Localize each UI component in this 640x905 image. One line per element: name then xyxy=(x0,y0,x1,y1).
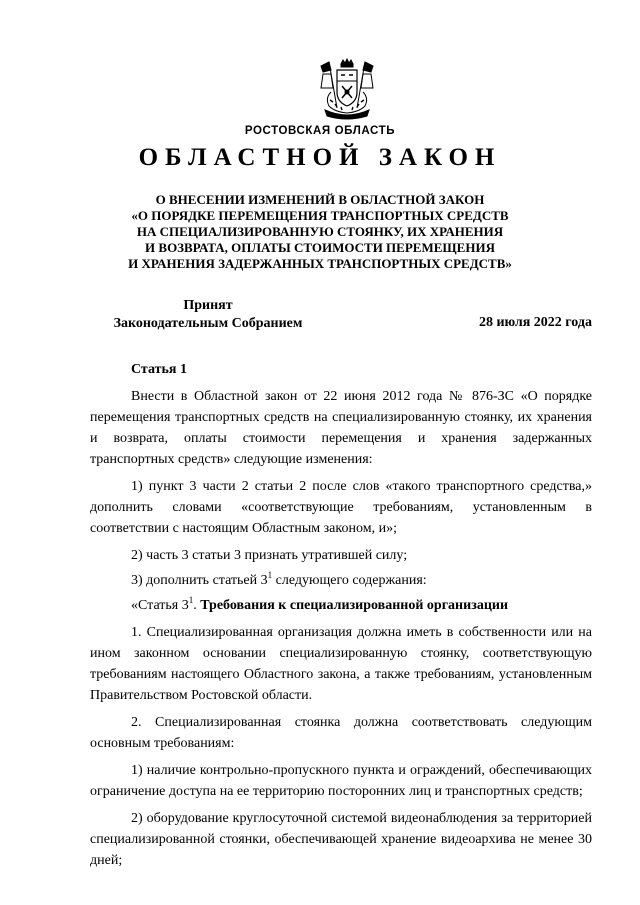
adoption-line1: Принят xyxy=(183,298,233,313)
document-subtitle xyxy=(90,192,550,272)
document-body xyxy=(90,359,592,877)
article-heading: Статья 1 xyxy=(131,362,187,377)
amendment-item-3 xyxy=(90,570,592,591)
subtitle-line: О ВНЕСЕНИИ ИЗМЕНЕНИЙ В ОБЛАСТНОЙ ЗАКОН xyxy=(155,192,485,207)
requirement-2: 2) оборудование круглосуточной системой видеонаблюдения за территорией специализированной стоянки, обеспечивающей хранение видеоархива не менее 30 дней; xyxy=(90,811,592,868)
new-article-dot: . xyxy=(193,598,201,613)
new-article-prefix: «Статья 3 xyxy=(131,598,189,613)
region-name: РОСТОВСКАЯ ОБЛАСТЬ xyxy=(244,125,396,137)
paragraph-2: 2. Специализированная стоянка должна соответствовать следующим основным требованиям: xyxy=(90,715,592,751)
paragraph-1: 1. Специализированная организация должна иметь в собственности или на ином законном основании специализированную стоянку, соответствующую требованиям настоящего Областного закона, а также требованиям, установленным Правительством Ростовской области. xyxy=(90,625,592,703)
subtitle-line: И ВОЗВРАТА, ОПЛАТЫ СТОИМОСТИ ПЕРЕМЕЩЕНИЯ xyxy=(145,240,495,255)
new-article-superscript: 1 xyxy=(188,595,194,605)
adoption-date: 28 июля 2022 года xyxy=(478,315,592,330)
requirement-1: 1) наличие контрольно-пропускного пункта и ограждений, обеспечивающих ограничение доступа на ее территорию посторонних лиц и транспортных средств; xyxy=(90,763,592,799)
item3-text: 3) дополнить статьей 3 xyxy=(131,573,268,588)
item3-superscript: 1 xyxy=(267,570,273,580)
subtitle-line: НА СПЕЦИАЛИЗИРОВАННУЮ СТОЯНКУ, ИХ ХРАНЕНИЯ xyxy=(136,224,504,239)
amendment-item-1: 1) пункт 3 части 2 статьи 2 после слов «такого транспортного средства,» дополнить словами «соответствующие требованиям, установленным в соответствии с настоящим Областным законом, и»; xyxy=(90,479,592,536)
amendment-item-2: 2) часть 3 статьи 3 признать утратившей силу; xyxy=(131,548,408,563)
adoption-line2: Законодательным Собранием xyxy=(113,316,303,331)
article-intro: Внести в Областной закон от 22 июня 2012 года № 876-ЗС «О порядке перемещения транспортных средств на специализированную стоянку, их хранения и возврата, оплаты стоимости перемещения и хранения задержанных транспортных средств» следующие изменения: xyxy=(90,389,592,467)
subtitle-line: «О ПОРЯДКЕ ПЕРЕМЕЩЕНИЯ ТРАНСПОРТНЫХ СРЕДСТВ xyxy=(131,208,509,223)
adoption-block xyxy=(88,297,328,333)
document-title: ОБЛАСТНОЙ ЗАКОН xyxy=(138,144,502,171)
coat-of-arms-icon xyxy=(311,58,383,120)
new-article-heading xyxy=(90,595,592,616)
subtitle-line: И ХРАНЕНИЯ ЗАДЕРЖАННЫХ ТРАНСПОРТНЫХ СРЕДСТВ» xyxy=(128,256,512,271)
item3-text-end: следующего содержания: xyxy=(272,573,427,588)
new-article-title: Требования к специализированной организации xyxy=(200,598,509,613)
